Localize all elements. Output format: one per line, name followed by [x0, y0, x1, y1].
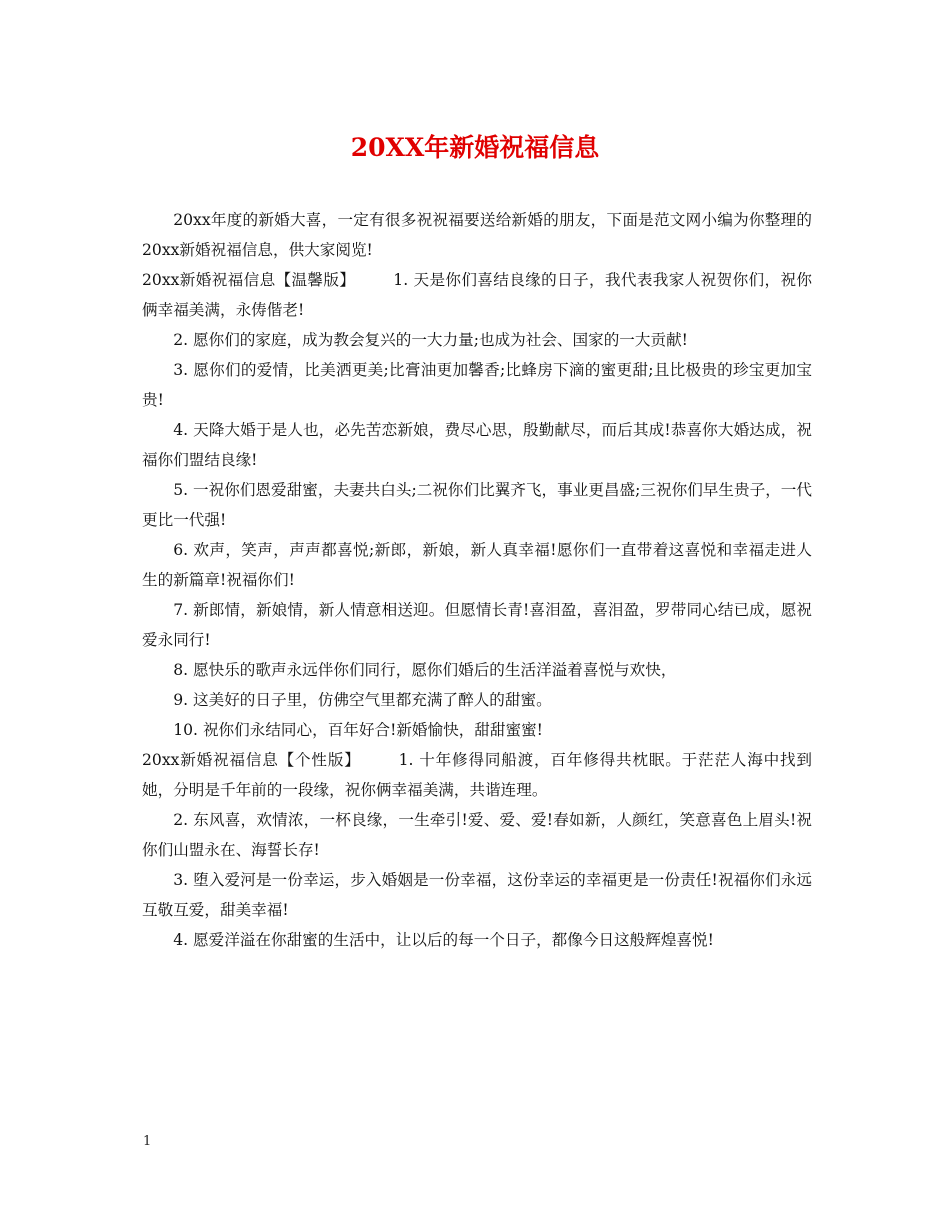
list-item: 5. 一祝你们恩爱甜蜜，夫妻共白头;二祝你们比翼齐飞，事业更昌盛;三祝你们早生贵子，一代更比一代强!: [142, 481, 812, 529]
list-item: 9. 这美好的日子里，仿佛空气里都充满了醉人的甜蜜。: [173, 691, 552, 709]
list-item: 1. 十年修得同船渡，百年修得共枕眠。于茫茫人海中找到她，分明是千年前的一段缘，祝你俩幸福美满，共谐连理。: [142, 751, 812, 799]
list-item: 4. 天降大婚于是人也，必先苦恋新娘，费尽心思，殷勤献尽，而后其成!恭喜你大婚达成，祝福你们盟结良缘!: [142, 421, 812, 469]
section-paragraph-warm: [142, 265, 812, 325]
document-body: [142, 205, 812, 955]
list-item: 6. 欢声，笑声，声声都喜悦;新郎，新娘，新人真幸福!愿你们一直带着这喜悦和幸福走进人生的新篇章!祝福你们!: [142, 541, 812, 589]
intro-paragraph: 20xx年度的新婚大喜，一定有很多祝祝福要送给新婚的朋友，下面是范文网小编为你整理的20xx新婚祝福信息，供大家阅览!: [142, 211, 812, 259]
section-heading-personal: 20xx新婚祝福信息【个性版】: [142, 751, 361, 769]
list-item: 7. 新郎情，新娘情，新人情意相送迎。但愿情长青!喜泪盈，喜泪盈，罗带同心结已成，愿祝爱永同行!: [142, 601, 812, 649]
section-heading-warm: 20xx新婚祝福信息【温馨版】: [142, 271, 356, 289]
list-item: 2. 愿你们的家庭，成为教会复兴的一大力量;也成为社会、国家的一大贡献!: [173, 331, 688, 349]
document-title: 20XX年新婚祝福信息: [350, 133, 600, 162]
list-item: 8. 愿快乐的歌声永远伴你们同行，愿你们婚后的生活洋溢着喜悦与欢快，: [173, 661, 677, 679]
list-item: 3. 愿你们的爱情，比美洒更美;比膏油更加馨香;比蜂房下滴的蜜更甜;且比极贵的珍宝更加宝贵!: [142, 361, 812, 409]
section-paragraph-personal: [142, 745, 812, 805]
list-item: 1. 天是你们喜结良缘的日子，我代表我家人祝贺你们，祝你俩幸福美满，永俦偕老!: [142, 271, 812, 319]
list-item: 2. 东风喜，欢情浓，一杯良缘，一生牵引!爱、爱、爱!春如新，人颜红，笑意喜色上眉头!祝你们山盟永在、海誓长存!: [142, 811, 812, 859]
list-item: 4. 愿爱洋溢在你甜蜜的生活中，让以后的每一个日子，都像今日这般辉煌喜悦!: [173, 931, 714, 949]
page-number: 1: [143, 1134, 152, 1149]
list-item: 10. 祝你们永结同心，百年好合!新婚愉快，甜甜蜜蜜!: [173, 721, 543, 739]
list-item: 3. 堕入爱河是一份幸运，步入婚姻是一份幸福，这份幸运的幸福更是一份责任!祝福你们永远互敬互爱，甜美幸福!: [142, 871, 812, 919]
